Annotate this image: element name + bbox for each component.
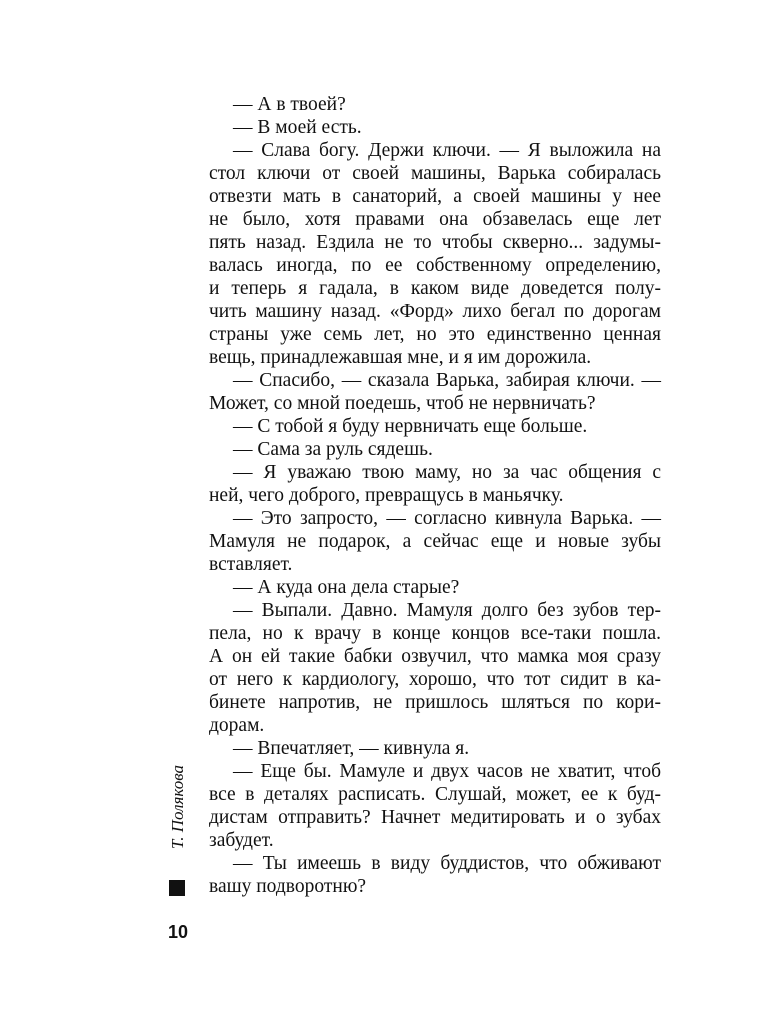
author-name: Т. Полякова <box>168 765 187 850</box>
text-line: дистам отправить? Начнет медитировать и о зубах <box>209 807 661 828</box>
text-line: — Я уважаю твою маму, но за час общения с <box>233 462 661 483</box>
text-line: вашу подворотню? <box>209 876 367 897</box>
text-line: стол ключи от своей машины, Варька собиралась <box>209 163 661 184</box>
page-number: 10 <box>168 922 189 942</box>
text-line: — Слава богу. Держи ключи. — Я выложила на <box>233 140 661 161</box>
text-line: забудет. <box>209 830 274 851</box>
text-line: — А куда она дела старые? <box>233 577 460 598</box>
text-line: — Сама за руль сядешь. <box>233 439 433 460</box>
text-line: ней, чего доброго, превращусь в маньячку. <box>209 485 564 506</box>
text-line: — А в твоей? <box>233 94 346 115</box>
text-line: отвезти мать в санаторий, а своей машины у нее <box>209 186 661 207</box>
text-line: все в деталях расписать. Слушай, может, ее к буд- <box>209 784 661 805</box>
text-line: — В моей есть. <box>233 117 362 138</box>
text-line: вещь, принадлежавшая мне, и я им дорожила. <box>209 347 592 368</box>
text-line: дорам. <box>209 715 265 736</box>
text-line: пела, но к врачу в конце концов все-таки пошла. <box>209 623 661 644</box>
text-line: — Впечатляет, — кивнула я. <box>233 738 470 759</box>
text-line: вставляет. <box>209 554 293 575</box>
text-line: валась иногда, по ее собственному определению, <box>209 255 661 276</box>
text-line: пять назад. Ездила не то чтобы скверно... задумы- <box>209 232 661 253</box>
text-line: от него к кардиологу, хорошо, что тот сидит в ка- <box>209 669 661 690</box>
text-line: — Спасибо, — сказала Варька, забирая ключи. — <box>233 370 661 391</box>
text-line: Может, со мной поедешь, чтоб не нервничать? <box>209 393 596 414</box>
square-marker-icon <box>169 880 185 896</box>
text-line: и теперь я гадала, в каком виде доведется полу- <box>209 278 661 299</box>
text-line: — С тобой я буду нервничать еще больше. <box>233 416 588 437</box>
text-line: не было, хотя правами она обзавелась еще лет <box>209 209 661 230</box>
text-line: Мамуля не подарок, а сейчас еще и новые зубы <box>209 531 661 552</box>
text-line: — Это запросто, — согласно кивнула Варька. — <box>233 508 661 529</box>
running-header <box>167 765 189 865</box>
text-line: бинете напротив, не пришлось шляться по кори- <box>209 692 661 713</box>
text-line: — Еще бы. Мамуле и двух часов не хватит, чтоб <box>233 761 661 782</box>
text-line: — Выпали. Давно. Мамуля долго без зубов тер- <box>233 600 661 621</box>
text-line: А он ей такие бабки озвучил, что мамка моя сразу <box>209 646 661 667</box>
text-line: чить машину назад. «Форд» лихо бегал по дорогам <box>209 301 661 322</box>
text-line: страны уже семь лет, но это единственно ценная <box>209 324 661 345</box>
text-line: — Ты имеешь в виду буддистов, что обживают <box>233 853 661 874</box>
